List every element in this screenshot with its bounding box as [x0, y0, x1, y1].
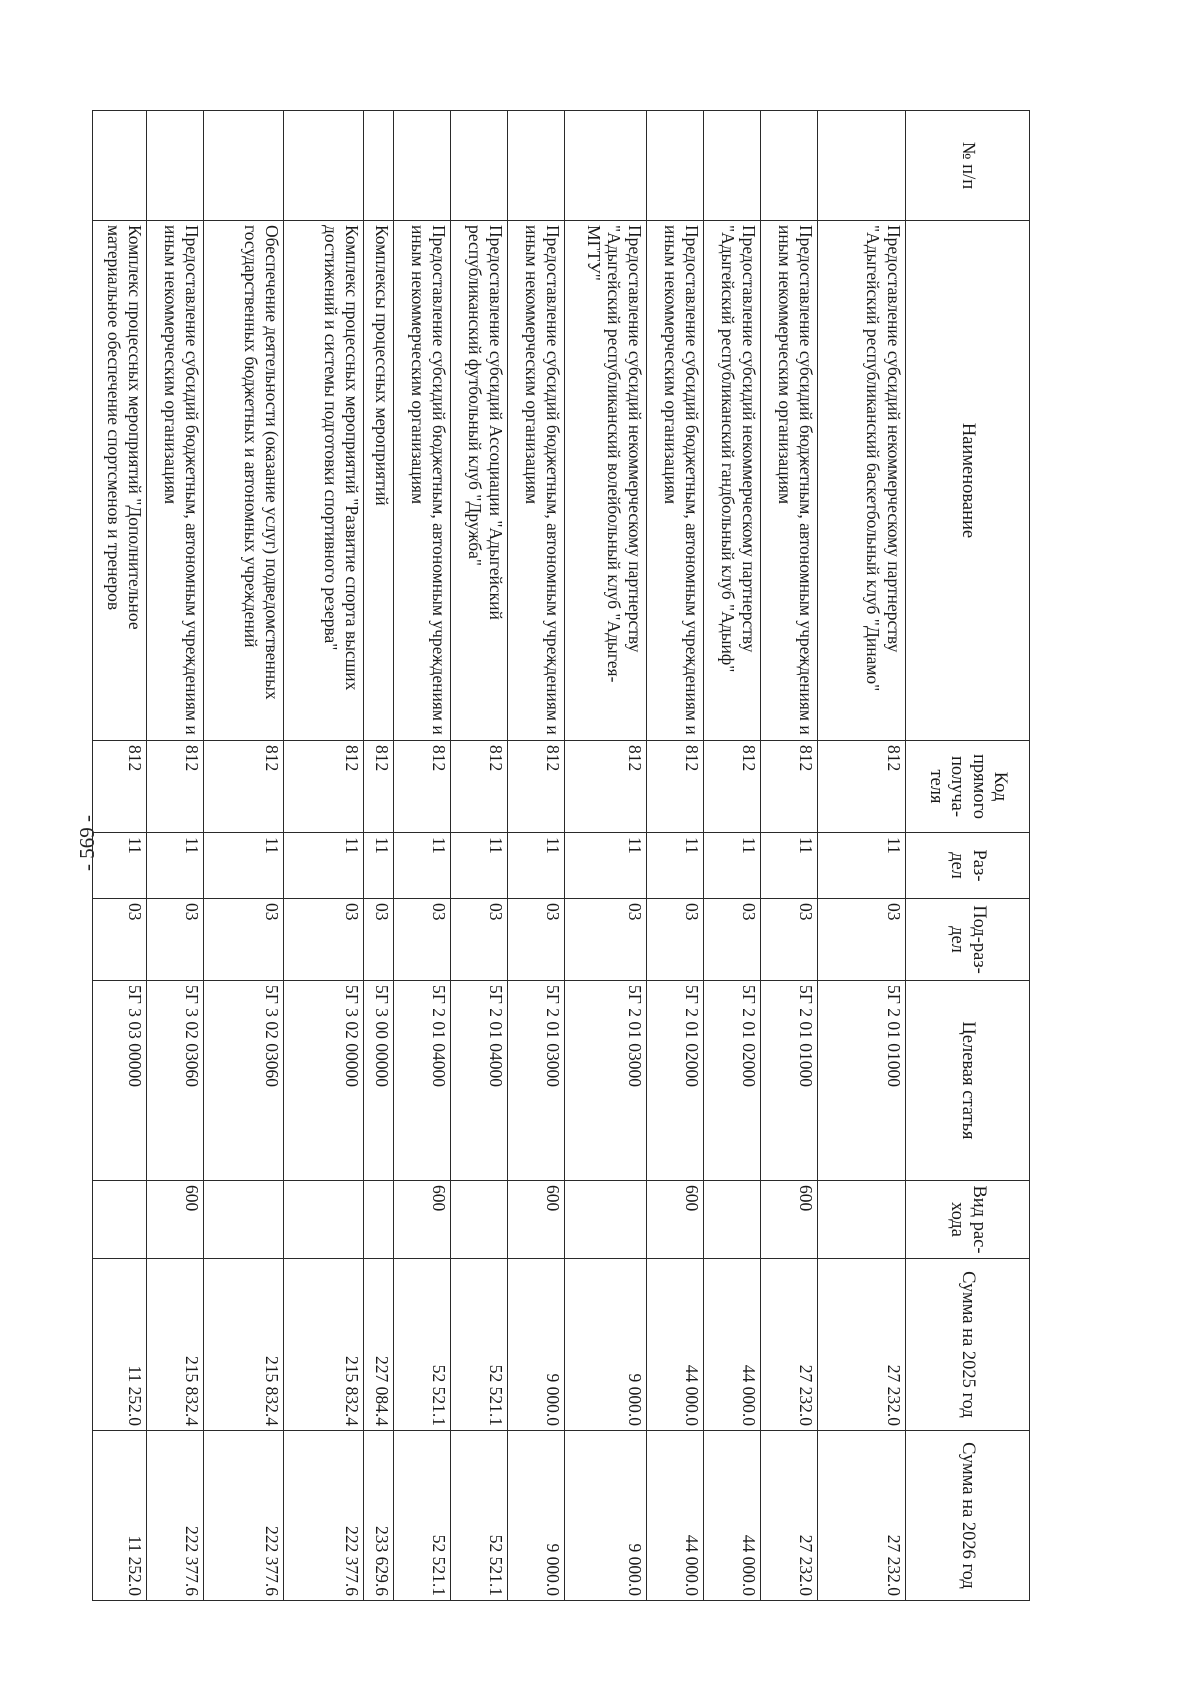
- cell-recipient-code: 812: [704, 741, 761, 833]
- cell-num: [147, 111, 204, 221]
- cell-recipient-code: 812: [394, 741, 451, 833]
- cell-recipient-code: 812: [647, 741, 704, 833]
- cell-expense-type: [451, 1181, 508, 1259]
- cell-name: Обеспечение деятельности (оказание услуг) подведомственных государственных бюджетных и автономных учреждений: [204, 221, 284, 741]
- cell-subsection: 03: [508, 899, 565, 981]
- header-recipient-code: Код прямого получа-теля: [906, 741, 1030, 833]
- cell-sum-2025: 215 832.4: [284, 1259, 364, 1431]
- cell-recipient-code: 812: [818, 741, 906, 833]
- cell-sum-2025: 27 232.0: [761, 1259, 818, 1431]
- cell-num: [451, 111, 508, 221]
- cell-name: Предоставление субсидий бюджетным, автономным учреждениям и иным некоммерческим организациям: [508, 221, 565, 741]
- cell-name: Предоставление субсидий некоммерческому партнерству "Адыгейский республиканский волейбольный клуб "Адыгея-МГТУ": [565, 221, 647, 741]
- cell-expense-type: [818, 1181, 906, 1259]
- table-header-row: [906, 111, 1030, 1601]
- cell-subsection: 03: [204, 899, 284, 981]
- cell-sum-2025: 27 232.0: [818, 1259, 906, 1431]
- cell-expense-type: 600: [761, 1181, 818, 1259]
- cell-name: Комплекс процессных мероприятий "Дополнительное материальное обеспечение спортсменов и тренеров: [93, 221, 147, 741]
- cell-section: 11: [761, 833, 818, 899]
- cell-sum-2025: 9 000.0: [565, 1259, 647, 1431]
- rotated-page-content: [104, 110, 1030, 1600]
- cell-target-article: 5Г 2 01 02000: [704, 981, 761, 1181]
- cell-recipient-code: 812: [93, 741, 147, 833]
- cell-num: [565, 111, 647, 221]
- cell-section: 11: [565, 833, 647, 899]
- cell-name: Предоставление субсидий бюджетным, автономным учреждениям и иным некоммерческим организациям: [394, 221, 451, 741]
- table-row: [394, 111, 451, 1601]
- cell-recipient-code: 812: [565, 741, 647, 833]
- cell-sum-2026: 27 232.0: [761, 1431, 818, 1601]
- budget-table: [92, 110, 1030, 1601]
- cell-subsection: 03: [647, 899, 704, 981]
- cell-section: 11: [394, 833, 451, 899]
- cell-sum-2025: 44 000.0: [704, 1259, 761, 1431]
- cell-name: Предоставление субсидий Ассоциации "Адыгейский республиканский футбольный клуб "Дружба": [451, 221, 508, 741]
- cell-name: Комплекс процессных мероприятий "Развитие спорта высших достижений и системы подготовки спортивного резерва": [284, 221, 364, 741]
- cell-num: [364, 111, 394, 221]
- cell-target-article: 5Г 3 02 03060: [147, 981, 204, 1181]
- table-row: [647, 111, 704, 1601]
- cell-sum-2026: 222 377.6: [147, 1431, 204, 1601]
- cell-subsection: 03: [451, 899, 508, 981]
- cell-subsection: 03: [364, 899, 394, 981]
- cell-sum-2026: 44 000.0: [647, 1431, 704, 1601]
- cell-name: Предоставление субсидий бюджетным, автономным учреждениям и иным некоммерческим организациям: [647, 221, 704, 741]
- cell-section: 11: [508, 833, 565, 899]
- table-row: [284, 111, 364, 1601]
- header-num: № п/п: [906, 111, 1030, 221]
- cell-sum-2026: 52 521.1: [394, 1431, 451, 1601]
- cell-target-article: 5Г 2 01 01000: [761, 981, 818, 1181]
- cell-subsection: 03: [394, 899, 451, 981]
- cell-name: Предоставление субсидий бюджетным, автономным учреждениям и иным некоммерческим организациям: [147, 221, 204, 741]
- cell-expense-type: [565, 1181, 647, 1259]
- cell-expense-type: 600: [647, 1181, 704, 1259]
- cell-sum-2025: 52 521.1: [394, 1259, 451, 1431]
- header-target-article: Целевая статья: [906, 981, 1030, 1181]
- cell-subsection: 03: [704, 899, 761, 981]
- table-row: [204, 111, 284, 1601]
- cell-sum-2026: 52 521.1: [451, 1431, 508, 1601]
- cell-recipient-code: 812: [284, 741, 364, 833]
- table-row: [761, 111, 818, 1601]
- table-row: [93, 111, 147, 1601]
- table-row: [147, 111, 204, 1601]
- cell-expense-type: 600: [508, 1181, 565, 1259]
- cell-target-article: 5Г 2 01 02000: [647, 981, 704, 1181]
- header-name: Наименование: [906, 221, 1030, 741]
- cell-sum-2025: 44 000.0: [647, 1259, 704, 1431]
- cell-subsection: 03: [761, 899, 818, 981]
- cell-sum-2026: 44 000.0: [704, 1431, 761, 1601]
- table-row: [818, 111, 906, 1601]
- cell-recipient-code: 812: [508, 741, 565, 833]
- table-row: [565, 111, 647, 1601]
- cell-target-article: 5Г 2 01 03000: [565, 981, 647, 1181]
- cell-section: 11: [147, 833, 204, 899]
- cell-sum-2025: 9 000.0: [508, 1259, 565, 1431]
- cell-num: [818, 111, 906, 221]
- cell-num: [761, 111, 818, 221]
- cell-recipient-code: 812: [761, 741, 818, 833]
- cell-name: Предоставление субсидий бюджетным, автономным учреждениям и иным некоммерческим организациям: [761, 221, 818, 741]
- cell-expense-type: [93, 1181, 147, 1259]
- cell-subsection: 03: [565, 899, 647, 981]
- cell-expense-type: [204, 1181, 284, 1259]
- cell-num: [93, 111, 147, 221]
- header-sum-2025: Сумма на 2025 год: [906, 1259, 1030, 1431]
- cell-subsection: 03: [818, 899, 906, 981]
- cell-section: 11: [818, 833, 906, 899]
- cell-target-article: 5Г 2 01 04000: [394, 981, 451, 1181]
- cell-name: Комплексы процессных мероприятий: [364, 221, 394, 741]
- cell-num: [394, 111, 451, 221]
- cell-sum-2026: 27 232.0: [818, 1431, 906, 1601]
- header-sum-2026: Сумма на 2026 год: [906, 1431, 1030, 1601]
- cell-sum-2025: 215 832.4: [204, 1259, 284, 1431]
- cell-recipient-code: 812: [364, 741, 394, 833]
- header-subsection: Под-раз-дел: [906, 899, 1030, 981]
- cell-expense-type: [364, 1181, 394, 1259]
- cell-sum-2025: 227 084.4: [364, 1259, 394, 1431]
- cell-target-article: 5Г 3 03 00000: [93, 981, 147, 1181]
- cell-target-article: 5Г 3 02 00000: [284, 981, 364, 1181]
- cell-recipient-code: 812: [147, 741, 204, 833]
- cell-target-article: 5Г 2 01 04000: [451, 981, 508, 1181]
- cell-target-article: 5Г 3 02 03060: [204, 981, 284, 1181]
- cell-name: Предоставление субсидий некоммерческому партнерству "Адыгейский республиканский баскетбольный клуб "Динамо": [818, 221, 906, 741]
- cell-expense-type: [704, 1181, 761, 1259]
- cell-expense-type: [284, 1181, 364, 1259]
- cell-name: Предоставление субсидий некоммерческому партнерству "Адыгейский республиканский гандбольный клуб "Адыиф": [704, 221, 761, 741]
- cell-section: 11: [704, 833, 761, 899]
- cell-subsection: 03: [284, 899, 364, 981]
- table-row: [508, 111, 565, 1601]
- cell-expense-type: 600: [147, 1181, 204, 1259]
- cell-expense-type: 600: [394, 1181, 451, 1259]
- cell-num: [508, 111, 565, 221]
- cell-sum-2026: 222 377.6: [204, 1431, 284, 1601]
- cell-num: [704, 111, 761, 221]
- cell-sum-2026: 9 000.0: [565, 1431, 647, 1601]
- table-row: [704, 111, 761, 1601]
- cell-num: [204, 111, 284, 221]
- cell-subsection: 03: [93, 899, 147, 981]
- cell-sum-2025: 215 832.4: [147, 1259, 204, 1431]
- cell-section: 11: [451, 833, 508, 899]
- cell-num: [647, 111, 704, 221]
- cell-target-article: 5Г 3 00 00000: [364, 981, 394, 1181]
- cell-section: 11: [204, 833, 284, 899]
- cell-sum-2026: 233 629.6: [364, 1431, 394, 1601]
- cell-section: 11: [93, 833, 147, 899]
- header-section: Раз-дел: [906, 833, 1030, 899]
- header-expense-type: Вид рас-хода: [906, 1181, 1030, 1259]
- page-number: - 569 -: [75, 815, 99, 871]
- cell-target-article: 5Г 2 01 03000: [508, 981, 565, 1181]
- cell-sum-2026: 9 000.0: [508, 1431, 565, 1601]
- cell-target-article: 5Г 2 01 01000: [818, 981, 906, 1181]
- cell-recipient-code: 812: [451, 741, 508, 833]
- cell-sum-2025: 52 521.1: [451, 1259, 508, 1431]
- cell-section: 11: [284, 833, 364, 899]
- table-row: [364, 111, 394, 1601]
- cell-section: 11: [364, 833, 394, 899]
- cell-num: [284, 111, 364, 221]
- cell-subsection: 03: [147, 899, 204, 981]
- cell-section: 11: [647, 833, 704, 899]
- table-row: [451, 111, 508, 1601]
- cell-sum-2025: 11 252.0: [93, 1259, 147, 1431]
- cell-recipient-code: 812: [204, 741, 284, 833]
- cell-sum-2026: 222 377.6: [284, 1431, 364, 1601]
- cell-sum-2026: 11 252.0: [93, 1431, 147, 1601]
- table-body: [93, 111, 906, 1601]
